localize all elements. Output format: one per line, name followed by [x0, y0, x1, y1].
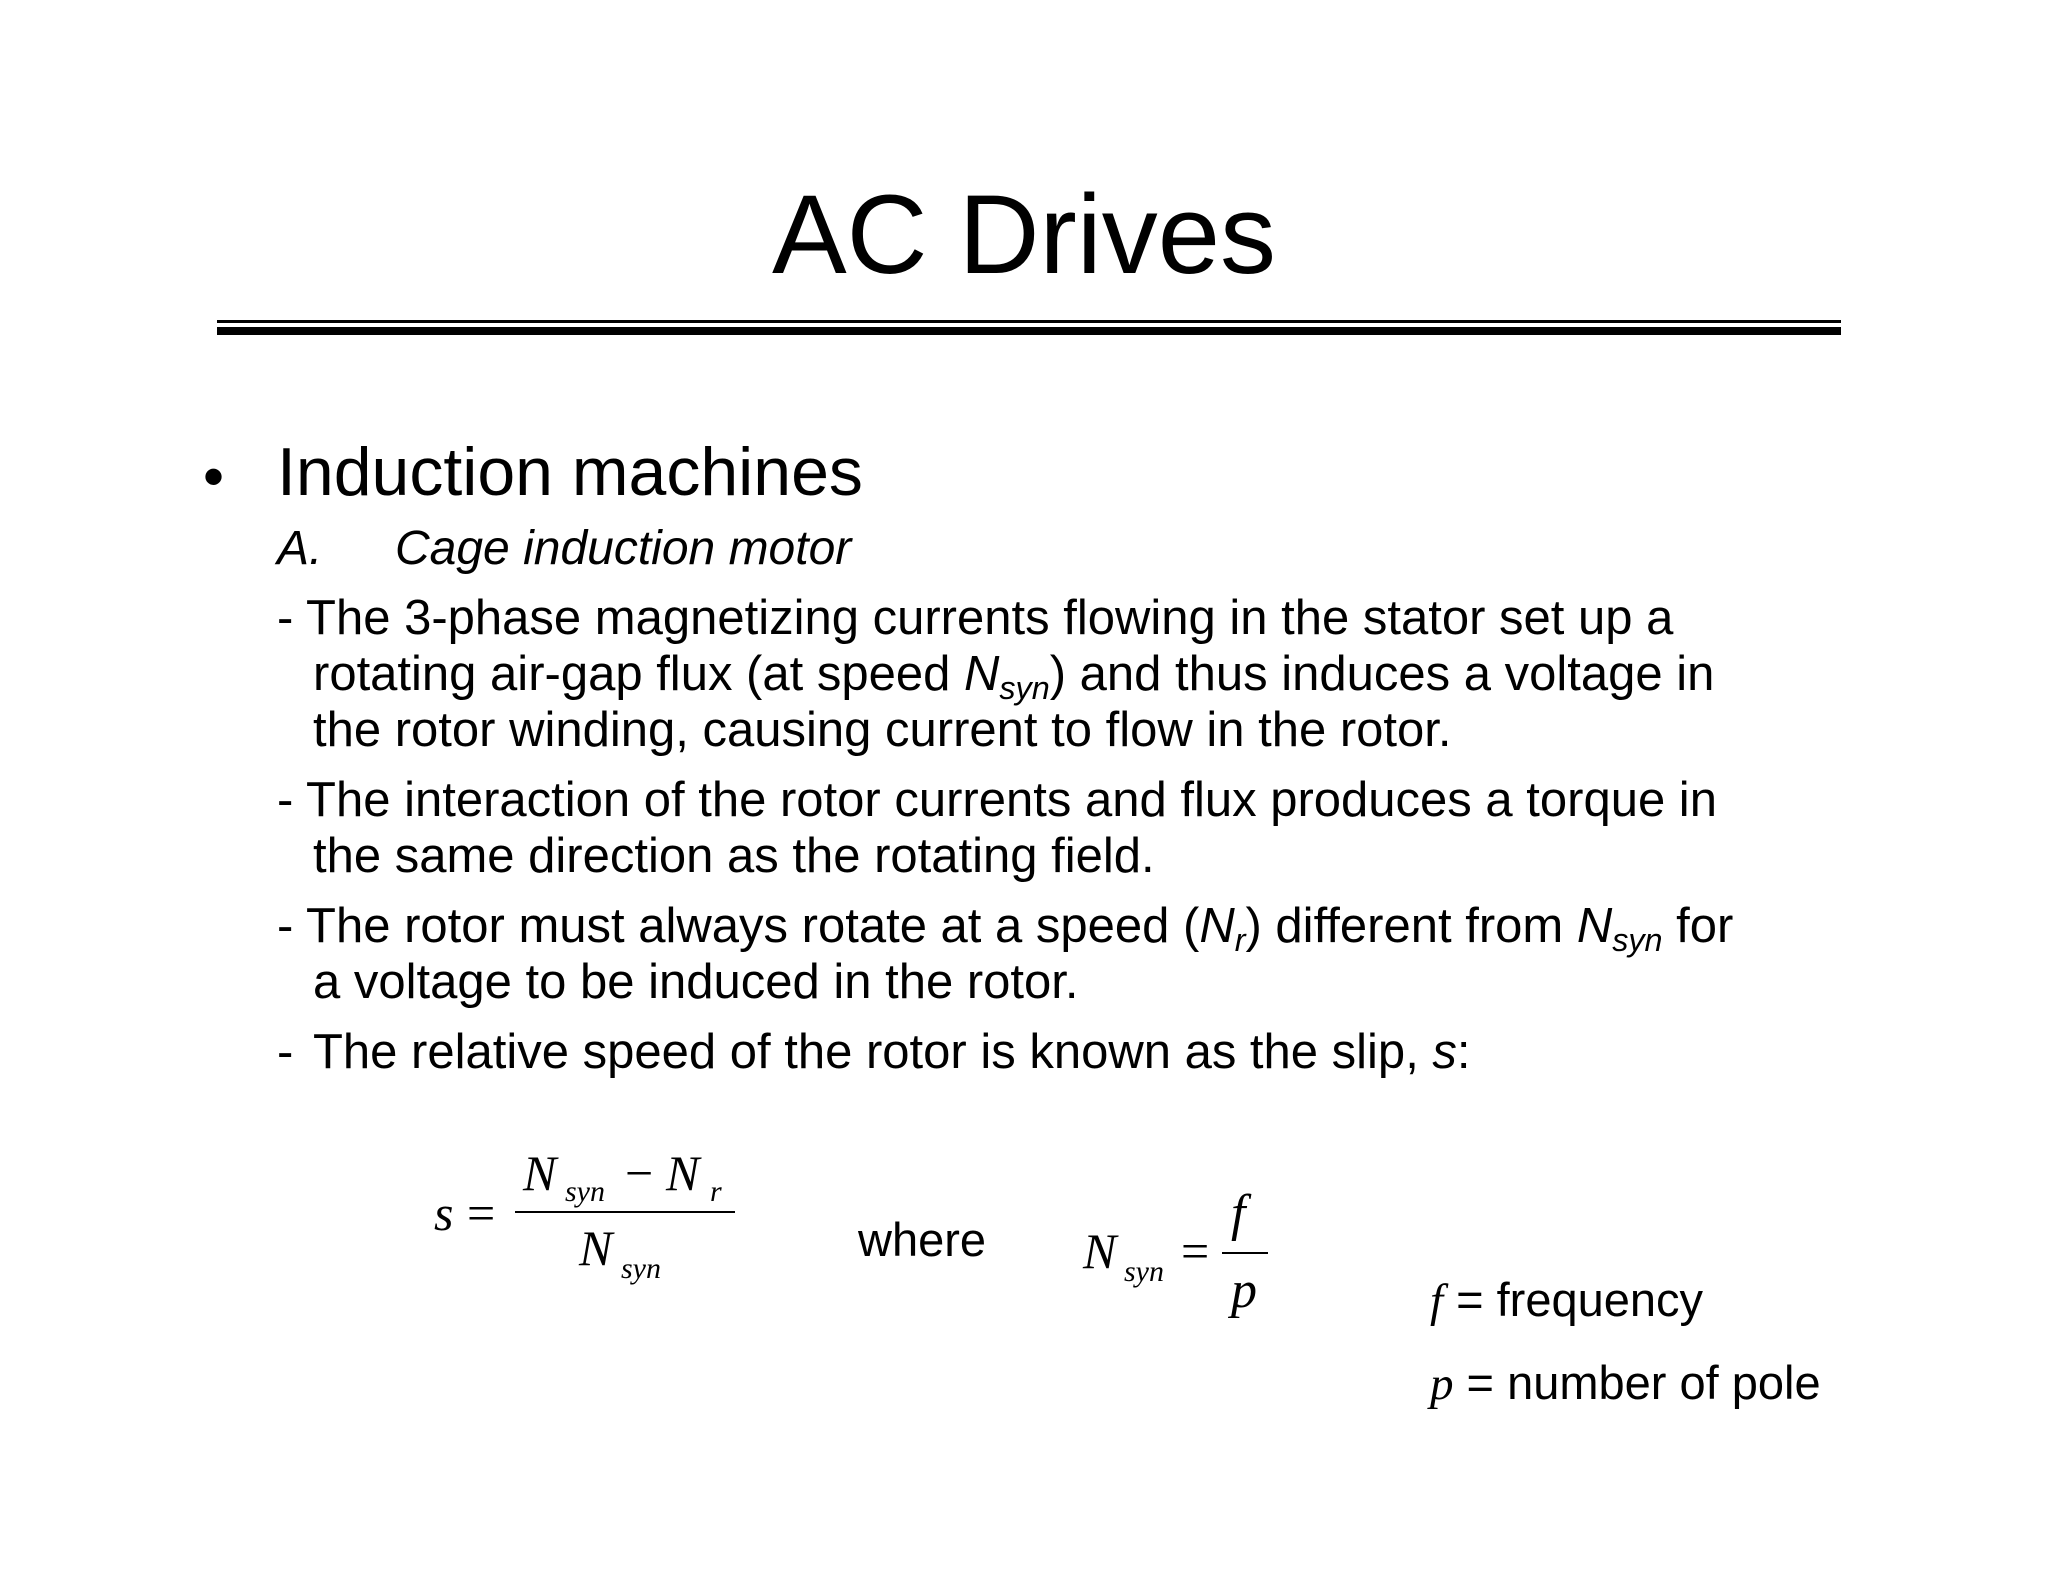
paragraph-4-text: The relative speed of the rotor is known as the slip,	[313, 1025, 1433, 1079]
paragraph-1-line-1: - The 3-phase magnetizing currents flowing in the stator set up a	[277, 591, 1674, 645]
nsyn-lhs-subscript-syn: syn	[1124, 1255, 1164, 1288]
subheading-letter: A.	[277, 522, 323, 575]
slip-den-subscript-syn: syn	[621, 1252, 661, 1285]
title-rule-thin	[217, 320, 1841, 323]
nsyn-denominator-p: p	[1231, 1262, 1257, 1319]
nsyn-lhs-n: N	[1083, 1223, 1117, 1279]
nsyn-numerator-f: f	[1231, 1185, 1246, 1242]
var-n-r	[1199, 899, 1246, 959]
slip-lhs-s: s	[434, 1185, 454, 1241]
bullet-heading: Induction machines	[277, 434, 863, 510]
nsyn-equals: =	[1181, 1223, 1210, 1279]
paragraph-1-line-2-pre: rotating air-gap flux (at speed	[313, 647, 964, 701]
paragraph-4-line	[313, 1024, 1471, 1080]
paragraph-1-line-2-post: ) and thus induces a voltage in	[1049, 647, 1715, 701]
paragraph-3-pre: - The rotor must always rotate at a speed (	[277, 899, 1200, 953]
paragraph-1-line-3: the rotor winding, causing current to flow in the rotor.	[313, 703, 1452, 757]
var-n: N	[1576, 899, 1613, 953]
slip-den-n: N	[579, 1220, 613, 1276]
slip-equals: =	[467, 1185, 496, 1241]
subscript-r: r	[1234, 922, 1246, 959]
slip-num-subscript-syn: syn	[565, 1175, 605, 1208]
var-n: N	[963, 647, 1000, 701]
var-s: s	[1432, 1025, 1457, 1079]
subheading-text: Cage induction motor	[395, 522, 852, 575]
var-n: N	[1199, 899, 1235, 953]
paragraph-3-mid: ) different from	[1245, 899, 1577, 953]
slip-fraction-bar	[515, 1211, 735, 1213]
paragraph-3-post: for	[1662, 899, 1734, 953]
paragraph-2-line-1: - The interaction of the rotor currents and flux produces a torque in	[277, 773, 1717, 827]
var-n-syn	[1576, 899, 1663, 959]
subscript-syn: syn	[999, 670, 1050, 707]
def-text-poles: = number of pole	[1453, 1356, 1821, 1409]
bullet-marker: •	[203, 443, 225, 510]
page-title: AC Drives	[771, 172, 1277, 297]
def-var-f: f	[1430, 1275, 1444, 1327]
paragraph-3-line-1	[277, 898, 1734, 959]
slip-minus: −	[625, 1145, 654, 1201]
slip-num-n-syn: N	[523, 1145, 557, 1201]
paragraph-1-line-2	[313, 646, 1715, 707]
where-label: where	[858, 1213, 987, 1266]
def-text-frequency: = frequency	[1443, 1273, 1704, 1326]
slip-num-n-r: N	[666, 1145, 700, 1201]
title-rule-thick	[217, 327, 1841, 335]
subscript-syn: syn	[1612, 922, 1663, 959]
nsyn-fraction-bar	[1222, 1252, 1268, 1254]
paragraph-2-line-2: the same direction as the rotating field.	[313, 829, 1155, 883]
var-n-syn	[963, 647, 1050, 707]
paragraph-3-line-2: a voltage to be induced in the rotor.	[313, 955, 1079, 1009]
definition-frequency	[1430, 1272, 1703, 1329]
def-var-p: p	[1430, 1358, 1454, 1410]
slip-num-subscript-r: r	[710, 1175, 722, 1208]
paragraph-4-colon: :	[1456, 1025, 1471, 1079]
paragraph-4-dash: -	[277, 1025, 294, 1079]
definition-poles	[1430, 1355, 1821, 1412]
